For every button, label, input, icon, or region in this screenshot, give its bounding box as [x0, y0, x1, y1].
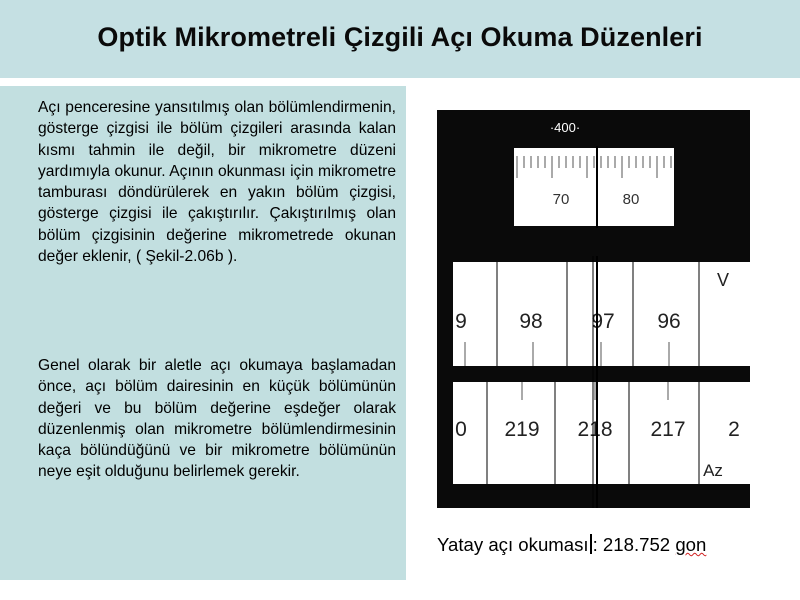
vertical-number-97: 97: [591, 310, 615, 333]
vertical-circle-letter: V: [716, 270, 730, 290]
paragraph-1: Açı penceresine yansıtılmış olan bölümlendirmenin, gösterge çizgisi ile bölüm çizgileri arasında kalan kısmı tahmin ile değil, bir mikrometre düzeni yardımıyla okunur. Açının okunması için mikrometre tamburası döndürülerek en yakın bölüm çizgisi, gösterge çizgisi ile çakıştırılır. Çakıştırılmış olan bölüm çizgisinin değerine mikrometrede okunan değer eklenir, ( Şekil-2.06b ).: [38, 99, 396, 266]
vertical-number-9: 9: [455, 310, 467, 333]
horizontal-number-218: 218: [577, 418, 613, 441]
horizontal-number-2: 2: [728, 418, 740, 441]
micrometer-label: ·400·: [549, 120, 581, 135]
horizontal-circle-letter: Az: [703, 461, 723, 480]
micrometer-tick-label-70: 70: [552, 191, 570, 208]
micrometer-reading-diagram: [437, 110, 750, 508]
caption-value: 218.752: [602, 534, 671, 555]
paragraph-2: Genel olarak bir aletle açı okumaya başlamadan önce, açı bölüm dairesinin en küçük bölümünün değeri ve bu bölüm değerine eşdeğer olarak düzenlenmiş olan mikrometre bölümlendirmesinin kaça bölündüğünü ve bir mikrometre bölümünün neye eşit olduğunu belirlemek gerekir.: [38, 357, 396, 481]
caption-unit: gon: [675, 534, 707, 555]
micrometer-tick-label-80: 80: [622, 191, 640, 208]
vertical-number-96: 96: [657, 310, 681, 333]
page-title: Optik Mikrometreli Çizgili Açı Okuma Düzenleri: [97, 22, 703, 52]
micrometer-reading-figure: [437, 110, 750, 508]
text-cursor: [590, 534, 592, 554]
caption-label: Yatay açı okuması: [437, 534, 589, 555]
horizontal-number-219: 219: [504, 418, 540, 441]
vertical-number-98: 98: [519, 310, 543, 333]
caption-colon: :: [592, 534, 598, 555]
reading-caption: [437, 534, 706, 556]
horizontal-number-0: 0: [455, 418, 467, 441]
title-bar: [0, 0, 800, 82]
horizontal-number-217: 217: [650, 418, 686, 441]
